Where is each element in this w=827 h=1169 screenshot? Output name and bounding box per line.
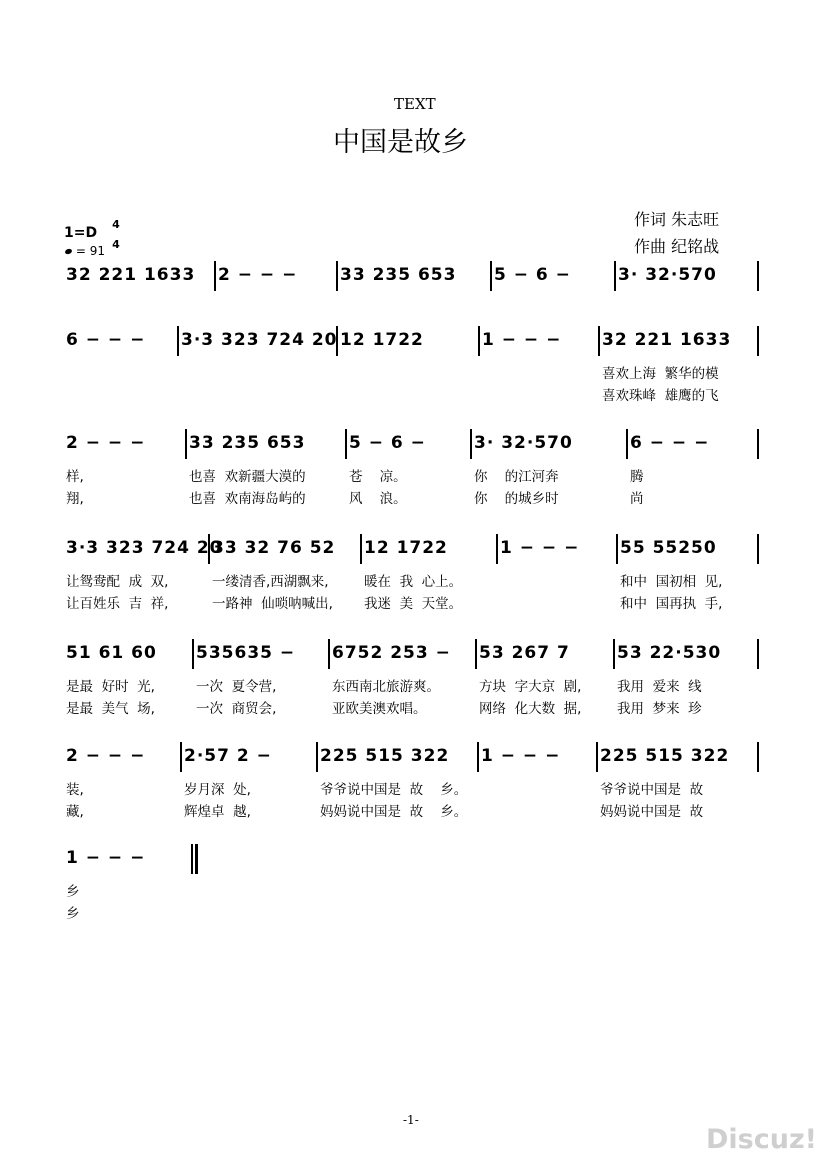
bar-line <box>757 326 759 356</box>
lyric-segment: 网络 化大数 据, <box>479 701 582 717</box>
measure: 1 − − − <box>500 538 580 558</box>
bar-line <box>757 639 759 669</box>
bar-line <box>192 639 194 669</box>
bar-line <box>757 534 759 564</box>
bar-line <box>757 429 759 459</box>
lyric-segment: 装, <box>66 782 84 798</box>
bar-line <box>616 534 618 564</box>
measure: 1 − − − <box>66 848 146 868</box>
time-signature-top: 4 <box>112 218 120 231</box>
bar-line <box>757 261 759 291</box>
lyric-segment: 让百姓乐 吉 祥, <box>66 596 169 612</box>
measure: 53 267 7 <box>479 643 570 663</box>
measure: 12 1722 <box>364 538 448 558</box>
lyric-segment: 暖在 我 心上。 <box>364 574 463 590</box>
lyric-segment: 和中 国初相 见, <box>620 574 723 590</box>
bar-line <box>490 261 492 291</box>
bar-line <box>596 742 598 772</box>
lyric-segment: 一缕清香,西湖飘来, <box>212 574 329 590</box>
lyric-segment: 让鸳鸯配 成 双, <box>66 574 169 590</box>
measure: 2 − − − <box>218 265 298 285</box>
lyric-segment: 辉煌卓 越, <box>184 804 251 820</box>
bar-line <box>214 261 216 291</box>
measure: 3·3 323 724 20 <box>181 330 338 350</box>
measure: 5 − 6 − <box>494 265 571 285</box>
bar-line <box>757 742 759 772</box>
measure: 3· 32·570 <box>618 265 717 285</box>
tempo-value: = 91 <box>75 244 105 258</box>
bar-line <box>177 326 179 356</box>
header-text: TEXT <box>394 95 436 113</box>
measure: 6752 253 − <box>332 643 451 663</box>
bar-line <box>477 742 479 772</box>
bar-line <box>180 742 182 772</box>
tempo-marking <box>65 244 105 258</box>
lyric-segment: 爷爷说中国是 故 乡。 <box>320 782 468 798</box>
lyric-segment: 藏, <box>66 804 84 820</box>
measure: 535635 − <box>196 643 296 663</box>
measure: 2 − − − <box>66 746 146 766</box>
lyric-segment: 我用 梦来 珍 <box>617 701 702 717</box>
bar-line <box>360 534 362 564</box>
measure: 6 − − − <box>630 433 710 453</box>
final-bar-line <box>195 844 198 874</box>
lyric-segment: 你 的城乡时 <box>474 491 559 507</box>
time-signature <box>110 219 122 250</box>
measure: 33 235 653 <box>189 433 306 453</box>
measure: 3· 32·570 <box>474 433 573 453</box>
lyric-segment: 是最 美气 场, <box>66 701 155 717</box>
measure: 55 55250 <box>620 538 717 558</box>
measure: 225 515 322 <box>320 746 450 766</box>
half-note-icon <box>64 248 72 255</box>
lyric-segment: 我用 爱来 线 <box>617 679 702 695</box>
bar-line <box>328 639 330 669</box>
lyric-segment: 样, <box>66 469 84 485</box>
bar-line <box>336 261 338 291</box>
lyric-segment: 方块 字大京 剧, <box>479 679 582 695</box>
key-signature: 1=D <box>64 225 98 241</box>
lyric-segment: 喜欢珠峰 雄鹰的飞 <box>602 388 719 404</box>
measure: 32 221 1633 <box>66 265 196 285</box>
bar-line <box>614 261 616 291</box>
bar-line <box>470 429 472 459</box>
lyric-segment: 亚欧美澳欢唱。 <box>332 701 427 717</box>
lyric-segment: 乡 <box>66 884 80 900</box>
measure: 51 61 60 <box>66 643 157 663</box>
measure: 33 32 76 52 <box>212 538 336 558</box>
time-signature-bottom: 4 <box>112 238 120 251</box>
lyric-segment: 妈妈说中国是 故 <box>600 804 704 820</box>
composer-credit: 作曲 纪铭战 <box>634 237 720 256</box>
lyric-segment: 东西南北旅游爽。 <box>332 679 440 695</box>
bar-line <box>191 844 193 874</box>
lyric-segment: 岁月深 处, <box>184 782 251 798</box>
measure: 53 22·530 <box>617 643 722 663</box>
bar-line <box>475 639 477 669</box>
page-number: -1- <box>403 1113 419 1127</box>
lyric-segment: 爷爷说中国是 故 <box>600 782 704 798</box>
measure: 2·57 2 − <box>184 746 272 766</box>
lyric-segment: 苍 凉。 <box>349 469 407 485</box>
measure: 1 − − − <box>481 746 561 766</box>
lyric-segment: 你 的江河奔 <box>474 469 559 485</box>
lyric-segment: 也喜 欢新疆大漠的 <box>189 469 306 485</box>
watermark-logo: Discuz! <box>706 1124 817 1155</box>
lyric-segment: 也喜 欢南海岛屿的 <box>189 491 306 507</box>
measure: 1 − − − <box>482 330 562 350</box>
lyric-segment: 一次 商贸会, <box>196 701 277 717</box>
lyric-segment: 是最 好时 光, <box>66 679 155 695</box>
measure: 225 515 322 <box>600 746 730 766</box>
bar-line <box>316 742 318 772</box>
measure: 5 − 6 − <box>349 433 426 453</box>
lyric-segment: 风 浪。 <box>349 491 407 507</box>
measure: 12 1722 <box>340 330 424 350</box>
lyric-segment: 喜欢上海 繁华的模 <box>602 366 719 382</box>
bar-line <box>496 534 498 564</box>
measure: 2 − − − <box>66 433 146 453</box>
lyric-segment: 腾 <box>630 469 644 485</box>
lyric-segment: 乡 <box>66 906 80 922</box>
measure: 6 − − − <box>66 330 146 350</box>
lyric-segment: 一次 夏令营, <box>196 679 277 695</box>
bar-line <box>613 639 615 669</box>
bar-line <box>478 326 480 356</box>
lyric-segment: 一路神 仙唢呐喊出, <box>212 596 333 612</box>
bar-line <box>345 429 347 459</box>
lyric-segment: 翔, <box>66 491 84 507</box>
measure: 32 221 1633 <box>602 330 732 350</box>
bar-line <box>598 326 600 356</box>
lyric-segment: 尚 <box>630 491 644 507</box>
lyric-segment: 妈妈说中国是 故 乡。 <box>320 804 468 820</box>
lyric-segment: 和中 国再执 手, <box>620 596 723 612</box>
bar-line <box>626 429 628 459</box>
lyricist-credit: 作词 朱志旺 <box>634 210 720 229</box>
measure: 3·3 323 724 20 <box>66 538 223 558</box>
bar-line <box>185 429 187 459</box>
lyric-segment: 我迷 美 天堂。 <box>364 596 463 612</box>
measure: 33 235 653 <box>340 265 457 285</box>
song-title: 中国是故乡 <box>333 127 468 158</box>
